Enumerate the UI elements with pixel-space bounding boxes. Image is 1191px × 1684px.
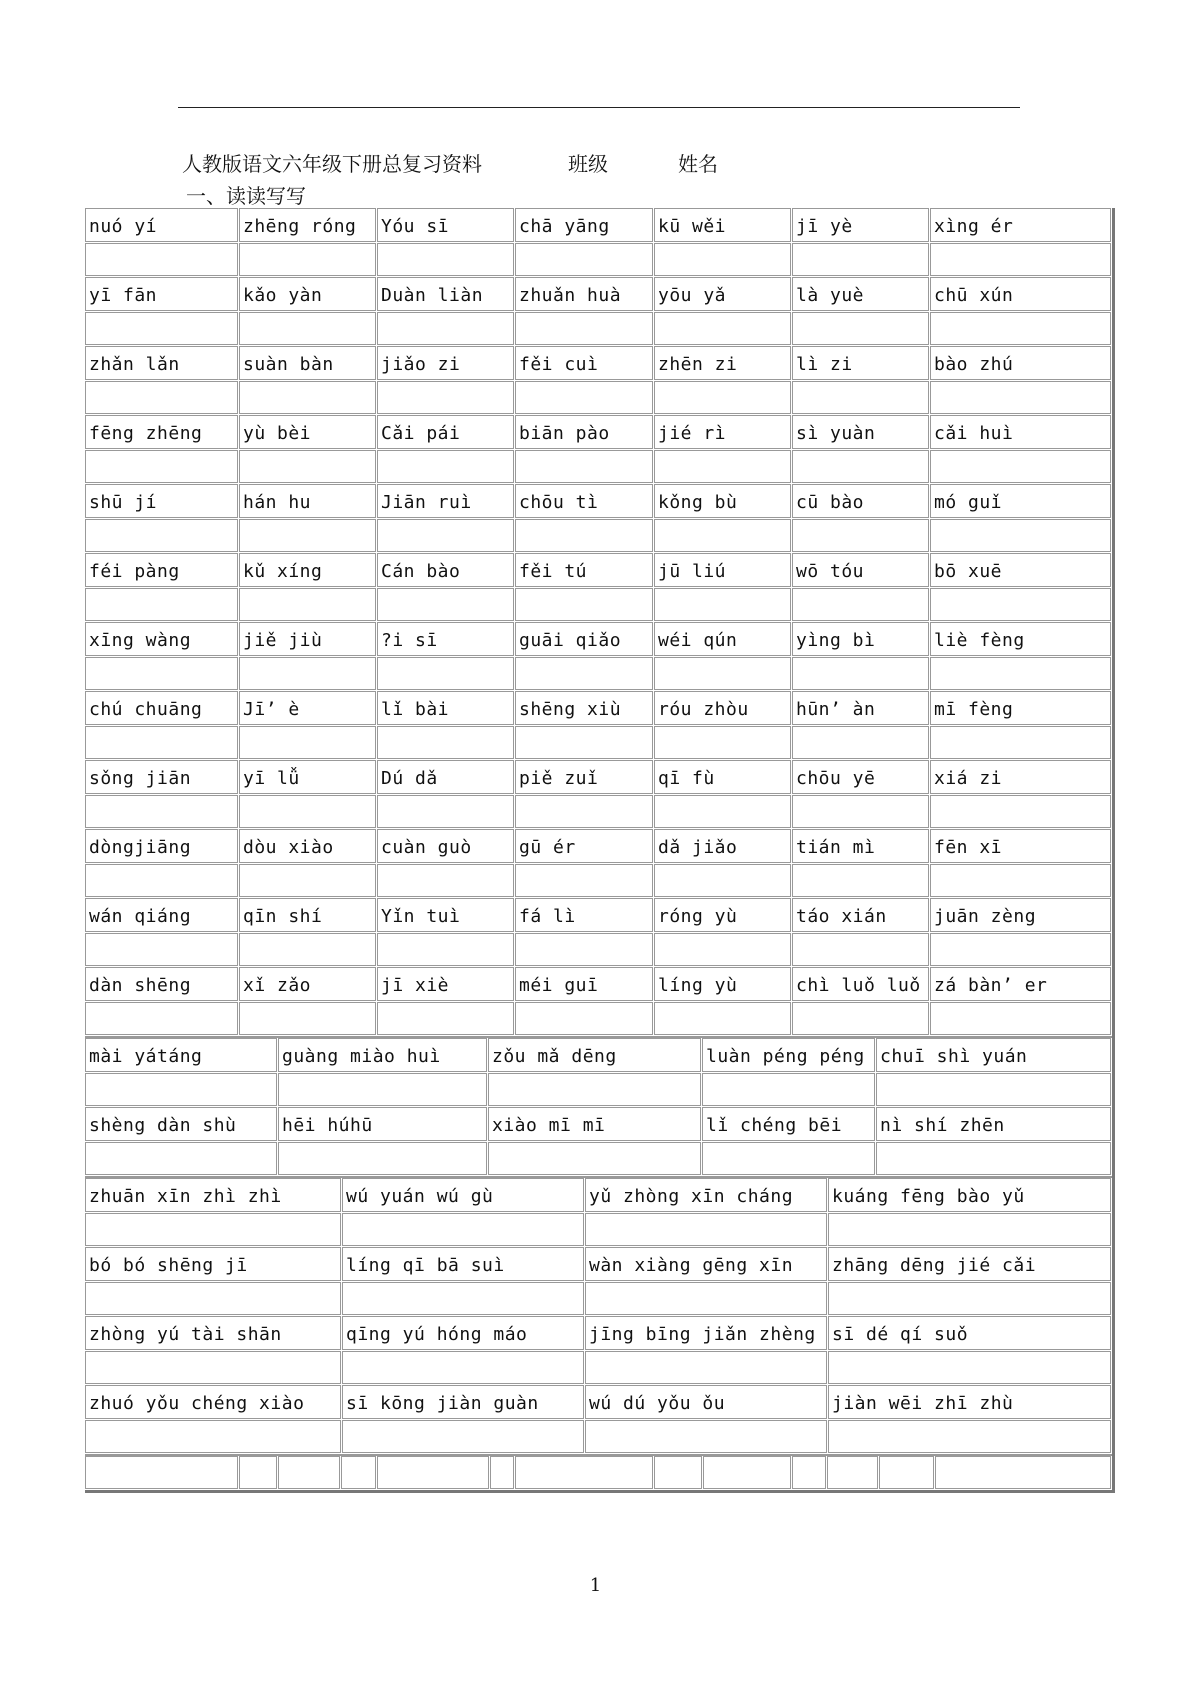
four-column-section [85,1176,1112,1454]
pinyin-cell: zhāng dēng jié cǎi [828,1247,1111,1281]
pinyin-cell: wō tóu [792,553,929,587]
pinyin-cell: shēng xiù [515,691,653,725]
pinyin-cell: ?i sī [377,622,514,656]
pinyin-row [85,829,1112,864]
page-number: 1 [589,1575,602,1596]
answer-cell[interactable] [278,1073,487,1106]
pinyin-cell: bó bó shēng jī [85,1247,341,1281]
answer-cell[interactable] [377,312,514,345]
answer-cell[interactable] [930,864,1111,897]
answer-row [85,243,1112,277]
answer-cell[interactable] [654,1002,791,1035]
answer-cell[interactable] [85,1142,277,1175]
answer-cell[interactable] [930,657,1111,690]
answer-cell[interactable] [85,1351,341,1384]
answer-row [85,519,1112,553]
answer-cell[interactable] [930,450,1111,483]
answer-cell[interactable] [930,795,1111,828]
pinyin-cell: zhēn zi [654,346,791,380]
empty-cell[interactable] [341,1456,376,1489]
answer-cell[interactable] [515,726,653,759]
pinyin-cell: róu zhòu [654,691,791,725]
pinyin-cell: yī lǚ [239,760,376,794]
answer-cell[interactable] [85,933,238,966]
answer-cell[interactable] [85,864,238,897]
pinyin-cell: Cán bào [377,553,514,587]
answer-cell[interactable] [85,519,238,552]
empty-cell[interactable] [278,1456,340,1489]
answer-row [85,1420,1112,1454]
pinyin-cell: kǒng bù [654,484,791,518]
page-header [182,148,718,177]
answer-cell[interactable] [342,1282,584,1315]
pinyin-cell: yǔ zhòng xīn cháng [585,1178,827,1212]
pinyin-cell: chōu tì [515,484,653,518]
pinyin-cell: chú chuāng [85,691,238,725]
answer-cell[interactable] [930,1002,1111,1035]
answer-row [85,726,1112,760]
pinyin-row [85,1247,1112,1282]
pinyin-cell: kū wěi [654,208,791,242]
answer-cell[interactable] [930,933,1111,966]
answer-cell[interactable] [377,726,514,759]
answer-cell[interactable] [85,243,238,276]
answer-row [85,1282,1112,1316]
answer-cell[interactable] [654,588,791,621]
pinyin-cell: suàn bàn [239,346,376,380]
pinyin-row [85,622,1112,657]
pinyin-cell: sì yuàn [792,415,929,449]
answer-cell[interactable] [377,933,514,966]
pinyin-cell: sī dé qí suǒ [828,1316,1111,1350]
pinyin-cell: lì zi [792,346,929,380]
answer-cell[interactable] [654,243,791,276]
answer-cell[interactable] [239,1002,376,1035]
name-label: 姓名 [678,152,718,176]
answer-cell[interactable] [85,588,238,621]
answer-cell[interactable] [239,312,376,345]
pinyin-cell: chuī shì yuán [876,1038,1111,1072]
pinyin-cell: xīng wàng [85,622,238,656]
answer-row [85,864,1112,898]
empty-cell[interactable] [515,1456,653,1489]
pinyin-cell: dòu xiào [239,829,376,863]
answer-cell[interactable] [654,450,791,483]
answer-cell[interactable] [377,588,514,621]
answer-cell[interactable] [654,864,791,897]
pinyin-cell: juān zèng [930,898,1111,932]
pinyin-cell: méi guī [515,967,653,1001]
pinyin-cell: róng yù [654,898,791,932]
pinyin-cell: jié rì [654,415,791,449]
answer-cell[interactable] [930,243,1111,276]
empty-cell[interactable] [827,1456,878,1489]
pinyin-cell: táo xián [792,898,929,932]
pinyin-cell: xìng ér [930,208,1111,242]
pinyin-cell: wàn xiàng gēng xīn [585,1247,827,1281]
pinyin-cell: tián mì [792,829,929,863]
pinyin-cell: guàng miào huì [278,1038,487,1072]
answer-cell[interactable] [828,1351,1111,1384]
answer-cell[interactable] [239,243,376,276]
answer-cell[interactable] [85,1213,341,1246]
pinyin-row [85,691,1112,726]
pinyin-cell: qīng yú hóng máo [342,1316,584,1350]
answer-cell[interactable] [792,1002,929,1035]
answer-cell[interactable] [654,657,791,690]
answer-row [85,933,1112,967]
pinyin-cell: wú yuán wú gù [342,1178,584,1212]
answer-cell[interactable] [239,519,376,552]
answer-cell[interactable] [515,450,653,483]
pinyin-cell: zhòng yú tài shān [85,1316,341,1350]
pinyin-cell: guāi qiǎo [515,622,653,656]
pinyin-row [85,346,1112,381]
pinyin-cell: shèng dàn shù [85,1107,277,1141]
answer-row [85,1142,1112,1176]
answer-cell[interactable] [654,519,791,552]
empty-cell[interactable] [935,1456,1111,1489]
answer-cell[interactable] [377,243,514,276]
answer-cell[interactable] [792,243,929,276]
answer-cell[interactable] [342,1213,584,1246]
pinyin-cell: yù bèi [239,415,376,449]
answer-cell[interactable] [515,312,653,345]
answer-cell[interactable] [702,1142,875,1175]
answer-cell[interactable] [792,933,929,966]
empty-cell[interactable] [879,1456,934,1489]
pinyin-cell: dòngjiāng [85,829,238,863]
empty-cell[interactable] [654,1456,702,1489]
pinyin-cell: chā yāng [515,208,653,242]
pinyin-cell: liè fèng [930,622,1111,656]
answer-cell[interactable] [585,1213,827,1246]
answer-cell[interactable] [239,933,376,966]
pinyin-cell: mó guǐ [930,484,1111,518]
pinyin-cell: jī xiè [377,967,514,1001]
pinyin-cell: bào zhú [930,346,1111,380]
empty-cell[interactable] [703,1456,791,1489]
pinyin-cell: chì luǒ luǒ [792,967,929,1001]
answer-cell[interactable] [239,795,376,828]
pinyin-cell: féi pàng [85,553,238,587]
answer-cell[interactable] [377,657,514,690]
pinyin-cell: cǎi huì [930,415,1111,449]
answer-cell[interactable] [828,1420,1111,1453]
answer-cell[interactable] [85,1073,277,1106]
answer-row [85,795,1112,829]
pinyin-cell: wú dú yǒu ǒu [585,1385,827,1419]
answer-cell[interactable] [585,1351,827,1384]
pinyin-row [85,898,1112,933]
answer-cell[interactable] [654,312,791,345]
answer-cell[interactable] [85,726,238,759]
pinyin-cell: luàn péng péng [702,1038,875,1072]
pinyin-cell: zhuǎn huà [515,277,653,311]
answer-cell[interactable] [515,243,653,276]
pinyin-cell: shū jí [85,484,238,518]
pinyin-cell: bō xuē [930,553,1111,587]
pinyin-cell: zhuān xīn zhì zhì [85,1178,341,1212]
pinyin-cell: lǐ bài [377,691,514,725]
answer-cell[interactable] [585,1282,827,1315]
answer-cell[interactable] [515,933,653,966]
answer-cell[interactable] [792,588,929,621]
pinyin-cell: fá lì [515,898,653,932]
class-label: 班级 [568,152,608,176]
answer-cell[interactable] [792,657,929,690]
answer-cell[interactable] [342,1420,584,1453]
pinyin-cell: piě zuǐ [515,760,653,794]
answer-cell[interactable] [654,381,791,414]
answer-cell[interactable] [792,381,929,414]
pinyin-cell: jiǎo zi [377,346,514,380]
answer-cell[interactable] [239,588,376,621]
answer-cell[interactable] [828,1282,1111,1315]
pinyin-cell: sī kōng jiàn guàn [342,1385,584,1419]
answer-row [85,1002,1112,1036]
answer-cell[interactable] [654,795,791,828]
pinyin-cell: Duàn liàn [377,277,514,311]
answer-cell[interactable] [876,1142,1111,1175]
answer-cell[interactable] [342,1351,584,1384]
pinyin-cell: zǒu mǎ dēng [488,1038,701,1072]
pinyin-cell: zhēng róng [239,208,376,242]
answer-row [85,450,1112,484]
answer-cell[interactable] [515,519,653,552]
pinyin-cell: líng yù [654,967,791,1001]
answer-cell[interactable] [515,864,653,897]
answer-cell[interactable] [515,588,653,621]
pinyin-cell: hēi húhū [278,1107,487,1141]
answer-cell[interactable] [792,726,929,759]
pinyin-cell: biān pào [515,415,653,449]
answer-row [85,1213,1112,1247]
pinyin-row [85,1107,1112,1142]
pinyin-cell: líng qī bā suì [342,1247,584,1281]
answer-cell[interactable] [377,795,514,828]
pinyin-cell: dàn shēng [85,967,238,1001]
pinyin-cell: Yóu sī [377,208,514,242]
answer-cell[interactable] [792,864,929,897]
answer-cell[interactable] [239,657,376,690]
pinyin-cell: kǎo yàn [239,277,376,311]
answer-cell[interactable] [85,795,238,828]
answer-cell[interactable] [377,864,514,897]
pinyin-row [85,277,1112,312]
answer-cell[interactable] [515,1002,653,1035]
pinyin-cell: wán qiáng [85,898,238,932]
empty-footer-row [85,1454,1112,1490]
answer-cell[interactable] [828,1213,1111,1246]
pinyin-cell: Cǎi pái [377,415,514,449]
pinyin-worksheet-table [85,208,1115,1493]
answer-cell[interactable] [377,450,514,483]
pinyin-row [85,1385,1112,1420]
pinyin-cell: jīng bīng jiǎn zhèng [585,1316,827,1350]
pinyin-cell: qī fù [654,760,791,794]
pinyin-cell: Dú dǎ [377,760,514,794]
pinyin-cell: jiě jiù [239,622,376,656]
answer-cell[interactable] [377,1002,514,1035]
answer-cell[interactable] [488,1142,701,1175]
pinyin-cell: kǔ xíng [239,553,376,587]
answer-cell[interactable] [239,864,376,897]
pinyin-cell: hūn’ àn [792,691,929,725]
answer-cell[interactable] [488,1073,701,1106]
pinyin-cell: gū ér [515,829,653,863]
pinyin-row [85,1316,1112,1351]
answer-cell[interactable] [515,795,653,828]
empty-cell[interactable] [490,1456,514,1489]
pinyin-row [85,1176,1112,1213]
answer-row [85,588,1112,622]
answer-cell[interactable] [278,1142,487,1175]
answer-row [85,1073,1112,1107]
answer-cell[interactable] [930,381,1111,414]
answer-row [85,1351,1112,1385]
answer-cell[interactable] [85,1282,341,1315]
empty-cell[interactable] [377,1456,489,1489]
answer-cell[interactable] [515,657,653,690]
answer-cell[interactable] [585,1420,827,1453]
section-heading: 一、读读写写 [186,184,306,208]
pinyin-cell: zá bàn’ er [930,967,1111,1001]
pinyin-cell: mài yátáng [85,1038,277,1072]
seven-column-section [85,208,1112,1036]
pinyin-cell: Jiān ruì [377,484,514,518]
pinyin-cell: yī fān [85,277,238,311]
pinyin-cell: xǐ zǎo [239,967,376,1001]
pinyin-cell: nuó yí [85,208,238,242]
answer-cell[interactable] [792,519,929,552]
answer-cell[interactable] [85,312,238,345]
pinyin-row [85,1036,1112,1073]
answer-cell[interactable] [654,933,791,966]
pinyin-row [85,415,1112,450]
answer-cell[interactable] [876,1073,1111,1106]
pinyin-cell: Jī’ è [239,691,376,725]
answer-cell[interactable] [792,450,929,483]
pinyin-cell: fēn xī [930,829,1111,863]
answer-cell[interactable] [654,726,791,759]
five-column-section [85,1036,1112,1176]
pinyin-cell: chōu yē [792,760,929,794]
answer-cell[interactable] [85,1002,238,1035]
answer-row [85,312,1112,346]
pinyin-cell: là yuè [792,277,929,311]
answer-cell[interactable] [85,381,238,414]
pinyin-cell: cuàn guò [377,829,514,863]
pinyin-row [85,208,1112,243]
pinyin-cell: dǎ jiǎo [654,829,791,863]
answer-cell[interactable] [792,795,929,828]
document-title: 人教版语文六年级下册总复习资料 [182,152,482,176]
answer-cell[interactable] [239,381,376,414]
top-rule [178,107,1020,108]
answer-cell[interactable] [930,588,1111,621]
pinyin-cell: cū bào [792,484,929,518]
answer-cell[interactable] [85,657,238,690]
pinyin-cell: xiá zi [930,760,1111,794]
pinyin-cell: yōu yǎ [654,277,791,311]
answer-cell[interactable] [239,726,376,759]
pinyin-cell: fěi tú [515,553,653,587]
pinyin-row [85,553,1112,588]
pinyin-row [85,484,1112,519]
pinyin-cell: zhǎn lǎn [85,346,238,380]
pinyin-cell: lǐ chéng bēi [702,1107,875,1141]
pinyin-cell: Yǐn tuì [377,898,514,932]
pinyin-cell: jiàn wēi zhī zhù [828,1385,1111,1419]
pinyin-cell: jū liú [654,553,791,587]
pinyin-cell: jī yè [792,208,929,242]
pinyin-cell: qīn shí [239,898,376,932]
answer-cell[interactable] [85,450,238,483]
answer-cell[interactable] [377,381,514,414]
pinyin-cell: zhuó yǒu chéng xiào [85,1385,341,1419]
answer-cell[interactable] [85,1420,341,1453]
pinyin-row [85,760,1112,795]
pinyin-cell: yìng bì [792,622,929,656]
pinyin-cell: kuáng fēng bào yǔ [828,1178,1111,1212]
empty-cell[interactable] [85,1456,238,1489]
answer-cell[interactable] [702,1073,875,1106]
pinyin-row [85,967,1112,1002]
empty-cell[interactable] [239,1456,277,1489]
answer-cell[interactable] [515,381,653,414]
empty-cell[interactable] [792,1456,826,1489]
pinyin-cell: fēng zhēng [85,415,238,449]
pinyin-cell: mī fèng [930,691,1111,725]
answer-cell[interactable] [239,450,376,483]
answer-cell[interactable] [930,726,1111,759]
answer-cell[interactable] [930,519,1111,552]
pinyin-cell: wéi qún [654,622,791,656]
answer-row [85,657,1112,691]
pinyin-cell: fěi cuì [515,346,653,380]
answer-cell[interactable] [377,519,514,552]
pinyin-cell: sǒng jiān [85,760,238,794]
pinyin-cell: chū xún [930,277,1111,311]
answer-row [85,381,1112,415]
answer-cell[interactable] [930,312,1111,345]
pinyin-cell: nì shí zhēn [876,1107,1111,1141]
pinyin-cell: xiào mī mī [488,1107,701,1141]
answer-cell[interactable] [792,312,929,345]
pinyin-cell: hán hu [239,484,376,518]
